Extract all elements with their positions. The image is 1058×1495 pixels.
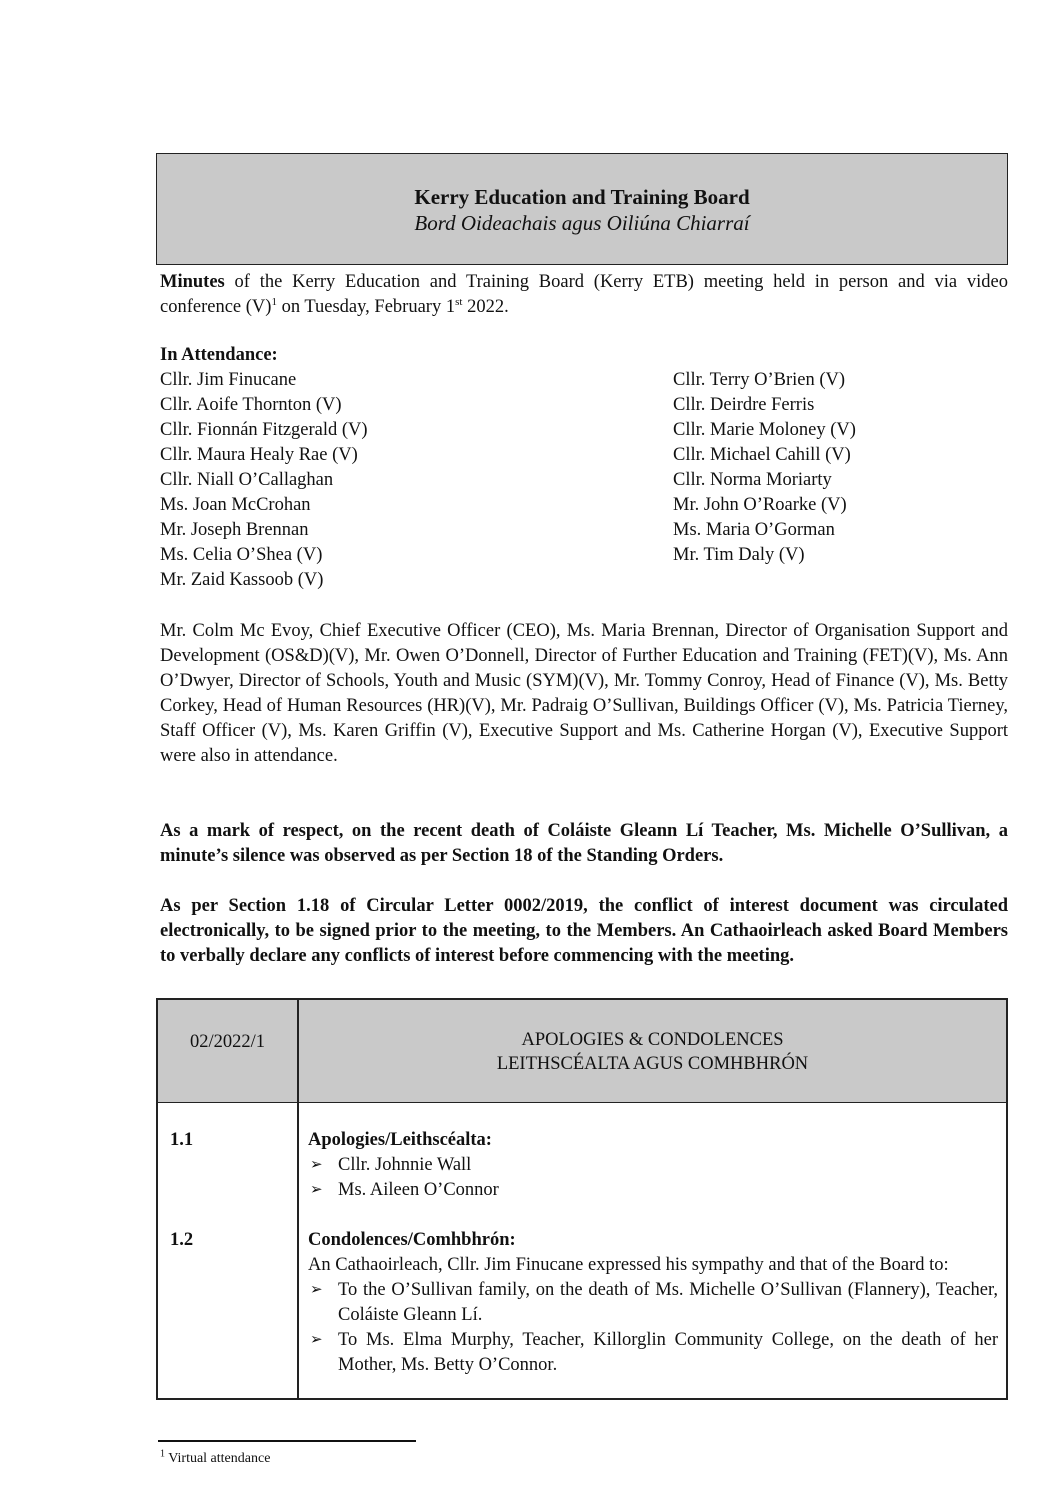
attendee: Cllr. Maura Healy Rae (V) bbox=[160, 445, 358, 465]
row-number: 1.2 bbox=[170, 1230, 194, 1250]
attendee: Cllr. Deirdre Ferris bbox=[673, 395, 815, 415]
apologies-heading: Apologies/Leithscéalta: bbox=[308, 1130, 492, 1150]
attendance-heading: In Attendance: bbox=[160, 345, 278, 365]
footnote-marker: 1 bbox=[160, 1448, 165, 1460]
attendee: Mr. Tim Daly (V) bbox=[673, 545, 805, 565]
attendance-left-column bbox=[160, 368, 368, 593]
list-item-text: To Ms. Elma Murphy, Teacher, Killorglin Community College, on the death of her Mother, Ms. Betty O’Connor. bbox=[338, 1330, 998, 1375]
attendee: Mr. John O’Roarke (V) bbox=[673, 495, 847, 515]
board-title-irish: Bord Oideachais agus Oiliúna Chiarraí bbox=[414, 211, 750, 235]
list-item bbox=[308, 1328, 998, 1378]
attendance-right-column bbox=[673, 368, 856, 568]
footnote-separator bbox=[158, 1440, 416, 1442]
agenda-item-title bbox=[299, 1028, 1006, 1076]
attendee: Cllr. Terry O’Brien (V) bbox=[673, 370, 846, 390]
attendee: Mr. Zaid Kassoob (V) bbox=[160, 570, 324, 590]
intro-text-3: 2022. bbox=[462, 297, 509, 317]
agenda-title-irish: LEITHSCÉALTA AGUS COMHBHRÓN bbox=[496, 1054, 809, 1074]
list-item bbox=[308, 1178, 998, 1203]
board-title-english: Kerry Education and Training Board bbox=[414, 185, 750, 209]
footnote-ref[interactable]: 1 bbox=[271, 295, 277, 308]
officers-paragraph: Mr. Colm Mc Evoy, Chief Executive Officer (CEO), Ms. Maria Brennan, Director of Organisation Support and Development (OS&D)(V), Mr. Owen O’Donnell, Director of Further Education and Training (FET)(V), Ms. Ann O’Dwyer, Director of Schools, Youth and Music (SYM)(V), Mr. Tommy Conroy, Head of Finance (V), Ms. Betty Corkey, Head of Human Resources (HR)(V), Mr. Padraig O’Sullivan, Buildings Officer (V), Ms. Patricia Tierney, Staff Officer (V), Ms. Karen Griffin (V), Executive Support and Ms. Catherine Horgan (V), Executive Support were also in attendance. bbox=[160, 621, 1008, 766]
arrow-bullet-icon: ➢ bbox=[310, 1332, 323, 1348]
attendee: Cllr. Norma Moriarty bbox=[673, 470, 832, 490]
agenda-item-header bbox=[158, 1000, 1006, 1103]
list-item bbox=[308, 1278, 998, 1328]
footnote bbox=[160, 1450, 270, 1468]
column-divider bbox=[297, 1000, 299, 1398]
respect-paragraph: As a mark of respect, on the recent death of Coláiste Gleann Lí Teacher, Ms. Michelle O’Sullivan, a minute’s silence was observed as per Section 18 of the Standing Orders. bbox=[160, 821, 1008, 866]
list-item-text: To the O’Sullivan family, on the death of Ms. Michelle O’Sullivan (Flannery), Teacher, Coláiste Gleann Lí. bbox=[338, 1280, 998, 1325]
agenda-item-table bbox=[156, 998, 1008, 1400]
footnote-text: Virtual attendance bbox=[165, 1451, 271, 1466]
list-item-text: Cllr. Johnnie Wall bbox=[338, 1155, 472, 1175]
attendee: Cllr. Niall O’Callaghan bbox=[160, 470, 334, 490]
attendee: Cllr. Michael Cahill (V) bbox=[673, 445, 851, 465]
attendee: Cllr. Aoife Thornton (V) bbox=[160, 395, 342, 415]
condolences-heading: Condolences/Comhbhrón: bbox=[308, 1230, 516, 1250]
minutes-lead: Minutes bbox=[160, 272, 225, 292]
list-item-text: Ms. Aileen O’Connor bbox=[338, 1180, 499, 1200]
list-item bbox=[308, 1153, 998, 1178]
agenda-title-english: APOLOGIES & CONDOLENCES bbox=[521, 1030, 784, 1050]
apologies-section bbox=[308, 1128, 998, 1203]
attendee: Cllr. Jim Finucane bbox=[160, 370, 297, 390]
condolences-section bbox=[308, 1228, 998, 1378]
attendee: Cllr. Marie Moloney (V) bbox=[673, 420, 856, 440]
minutes-intro bbox=[160, 270, 1008, 320]
row-number: 1.1 bbox=[170, 1130, 194, 1150]
agenda-item-number: 02/2022/1 bbox=[189, 1032, 266, 1052]
arrow-bullet-icon: ➢ bbox=[310, 1282, 323, 1298]
attendee: Ms. Celia O’Shea (V) bbox=[160, 545, 323, 565]
intro-text-2: on Tuesday, February 1 bbox=[276, 297, 456, 317]
attendee: Mr. Joseph Brennan bbox=[160, 520, 309, 540]
arrow-bullet-icon: ➢ bbox=[310, 1157, 323, 1173]
attendee: Ms. Maria O’Gorman bbox=[673, 520, 835, 540]
date-ordinal: st bbox=[455, 295, 463, 308]
conflict-of-interest-paragraph: As per Section 1.18 of Circular Letter 0002/2019, the conflict of interest document was circulated electronically, to be signed prior to the meeting, to the Members. An Cathaoirleach asked Board Members to verbally declare any conflicts of interest before commencing with the meeting. bbox=[160, 896, 1008, 966]
attendee: Cllr. Fionnán Fitzgerald (V) bbox=[160, 420, 368, 440]
arrow-bullet-icon: ➢ bbox=[310, 1182, 323, 1198]
condolences-text: An Cathaoirleach, Cllr. Jim Finucane expressed his sympathy and that of the Board to: bbox=[308, 1255, 949, 1275]
intro-text-1: of the Kerry Education and Training Board (Kerry ETB) meeting held in person and via video conference (V) bbox=[160, 272, 1008, 317]
attendee: Ms. Joan McCrohan bbox=[160, 495, 311, 515]
title-box bbox=[156, 153, 1008, 265]
